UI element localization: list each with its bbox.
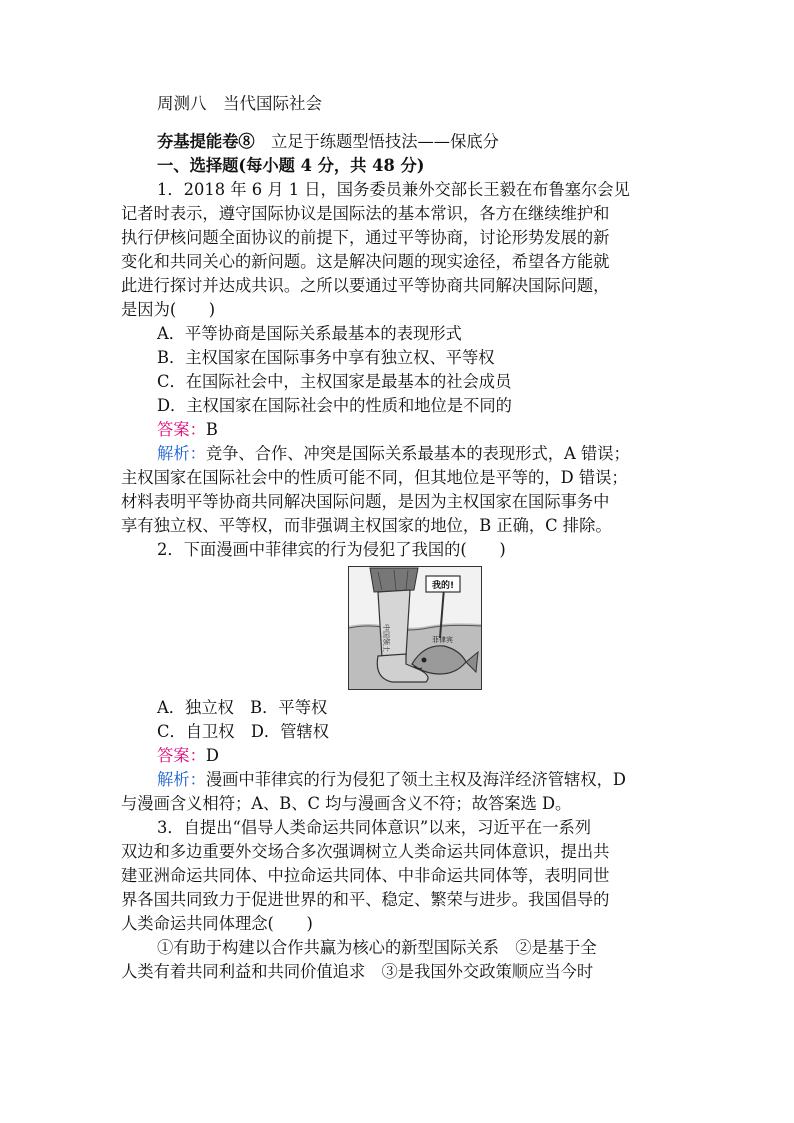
question-2 [121,538,681,816]
q1-option-c: C．在国际社会中，主权国家是最基本的社会成员 [157,372,512,391]
q1-analysis-first [121,442,681,466]
q1-answer [121,418,681,442]
q2-options-row2: C．自卫权 D．管辖权 [157,722,330,741]
page-title: 周测八 当代国际社会 [157,94,322,113]
q3-statement-line: 人类有着共同利益和共同价值追求 ③是我国外交政策顺应当今时 [121,962,594,981]
q2-options-row1: A．独立权 B．平等权 [157,698,328,717]
answer-value: D [205,746,219,765]
q1-line: 此进行探讨并达成共识。之所以要通过平等协商共同解决国际问题， [121,276,610,295]
q1-analysis-line: 主权国家在国际社会中的性质可能不同，但其地位是平等的，D 错误； [121,468,628,487]
q3-line: 3．自提出“倡导人类命运共同体意识”以来，习近平在一系列 [157,818,592,837]
q1-option-d: D．主权国家在国际社会中的性质和地位是不同的 [157,396,512,415]
section-title [121,130,681,154]
q2-analysis-line: 与漫画含义相符；A、B、C 均与漫画含义不符；故答案选 D。 [121,794,572,813]
document-page [121,92,681,984]
cartoon-leg-label: 中国领土 [382,624,390,652]
cartoon-illustration [348,566,482,690]
q1-line: 1．2018 年 6 月 1 日，国务委员兼外交部长王毅在布鲁塞尔会见 [157,180,630,199]
q1-option-a: A．平等协商是国际关系最基本的表现形式 [157,324,462,343]
q1-analysis-line: 享有独立权、平等权，而非强调主权国家的地位，B 正确，C 排除。 [121,516,612,535]
question-3 [121,816,681,984]
q1-analysis-line: 材料表明平等协商共同解决国际问题，是因为主权国家在国际事务中 [121,492,610,511]
q2-answer [121,744,681,768]
section-subtitle: 立足于练题型悟技法——保底分 [254,132,499,151]
analysis-label: 解析： [157,770,206,789]
section-title-bold: 夯基提能卷⑧ [157,132,255,151]
cartoon-sign-text: 我的! [431,581,455,591]
q3-line: 建亚洲命运共同体、中拉命运共同体、中非命运共同体等，表明同世 [121,866,610,885]
q1-option-b: B．主权国家在国际事务中享有独立权、平等权 [157,348,495,367]
q1-line: 变化和共同关心的新问题。这是解决问题的现实途径，希望各方能就 [121,252,610,271]
question-1 [121,178,681,538]
answer-value: B [205,420,218,439]
answer-label: 答案： [157,746,206,765]
cartoon-image [348,566,482,690]
q3-line: 双边和多边重要外交场合多次强调树立人类命运共同体意识，提出共 [121,842,610,861]
part-title: 一、选择题(每小题 4 分，共 48 分) [157,156,425,175]
cartoon-fish-label: 菲律宾 [432,636,453,644]
q2-analysis-first [121,768,681,792]
q3-line: 界各国共同致力于促进世界的和平、稳定、繁荣与进步。我国倡导的 [121,890,610,909]
q3-line: 人类命运共同体理念( ) [121,914,313,933]
analysis-label: 解析： [157,444,206,463]
q1-line: 执行伊核问题全面协议的前提下，通过平等协商，讨论形势发展的新 [121,228,610,247]
q1-line: 是因为( ) [121,300,216,319]
analysis-text: 漫画中菲律宾的行为侵犯了领土主权及海洋经济管辖权，D [205,770,626,789]
q1-line: 记者时表示，遵守国际协议是国际法的基本常识，各方在继续维护和 [121,204,610,223]
q3-statement-line: ①有助于构建以合作共赢为核心的新型国际关系 ②是基于全 [157,938,597,957]
analysis-text: 竞争、合作、冲突是国际关系最基本的表现形式，A 错误； [205,444,630,463]
answer-label: 答案： [157,420,206,439]
q2-stem: 2．下面漫画中菲律宾的行为侵犯了我国的( ) [157,540,506,559]
